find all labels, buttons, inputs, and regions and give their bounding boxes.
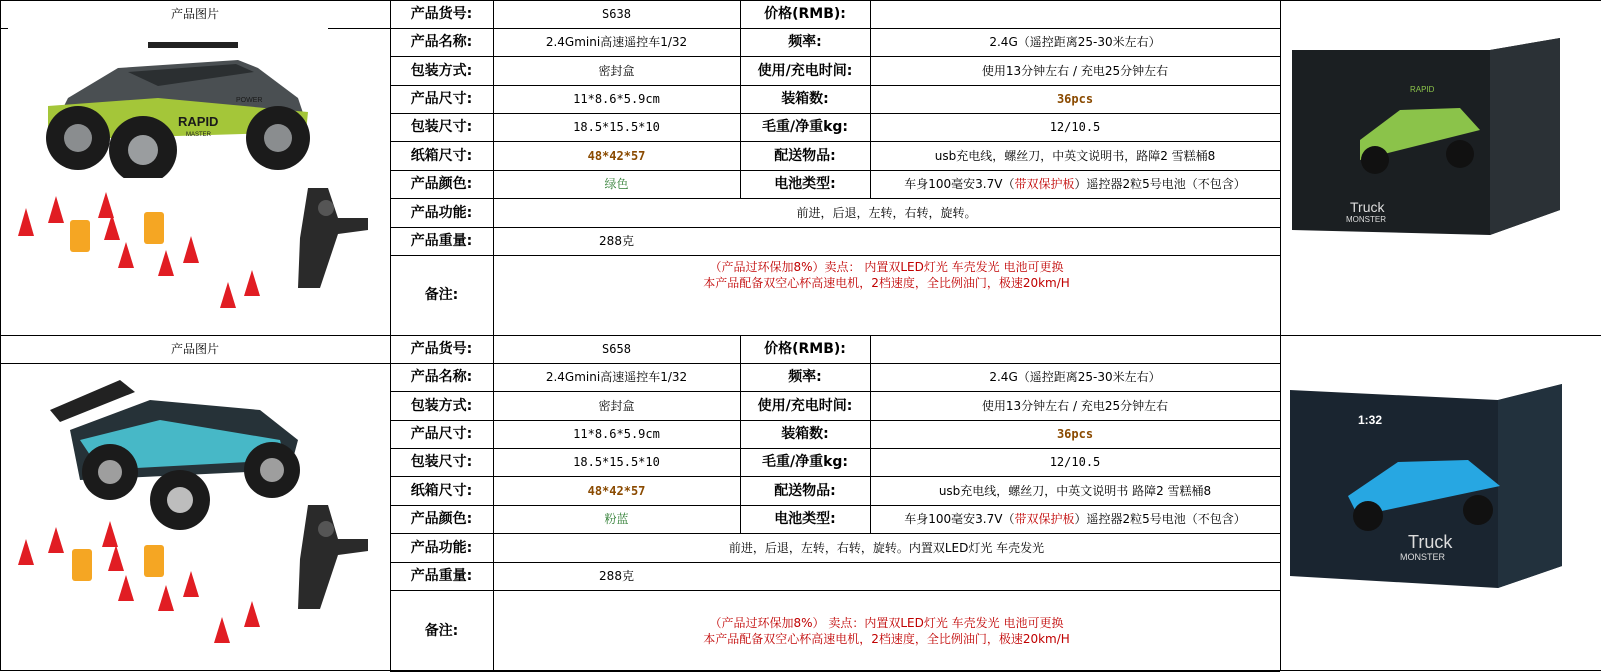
label-weight_gross_net: 毛重/净重kg: bbox=[761, 119, 849, 135]
label-weight_gross_net: 毛重/净重kg: bbox=[761, 454, 849, 470]
value-product_size: 11*8.6*5.9cm bbox=[573, 427, 660, 441]
value-accessories: usb充电线，螺丝刀，中英文说明书，路障2 雪糕桶8 bbox=[934, 148, 1216, 163]
battery-text: 车身100毫安3.7V（ bbox=[904, 176, 1015, 191]
remarks-line-2: 本产品配备双空心杯高速电机，2档速度，全比例油门，极速20km/H bbox=[703, 276, 1070, 290]
value-sku: S658 bbox=[602, 342, 631, 356]
label-sku: 产品货号: bbox=[410, 6, 473, 22]
battery-protection-text: 带双保护板 bbox=[1014, 511, 1075, 526]
label-usage_time: 使用/充电时间: bbox=[757, 397, 853, 414]
value-battery bbox=[870, 170, 1280, 198]
value-name: 2.4Gmini高速遥控车1/32 bbox=[545, 35, 688, 49]
value-weight_gross_net: 12/10.5 bbox=[1049, 455, 1101, 469]
value-carton_size: 48*42*57 bbox=[587, 148, 646, 163]
product-image-header: 产品图片 bbox=[170, 7, 219, 21]
value-frequency: 2.4G（遥控距离25-30米左右） bbox=[989, 370, 1161, 384]
label-accessories: 配送物品: bbox=[774, 147, 836, 164]
value-carton_size: 48*42*57 bbox=[587, 483, 646, 498]
label-carton_size: 纸箱尺寸: bbox=[410, 482, 473, 499]
product-1-accessories-image bbox=[8, 178, 378, 326]
label-packaging: 包装方式: bbox=[410, 397, 473, 414]
value-packaging: 密封盒 bbox=[598, 398, 635, 413]
value-accessories: usb充电线，螺丝刀，中英文说明书 路障2 雪糕桶8 bbox=[938, 483, 1212, 498]
label-functions: 产品功能: bbox=[410, 539, 473, 556]
product-1-car-logo-sub: MASTER bbox=[186, 132, 212, 138]
value-color: 粉蓝 bbox=[604, 512, 629, 526]
value-carton_qty: 36pcs bbox=[1056, 92, 1094, 106]
label-carton_size: 纸箱尺寸: bbox=[410, 147, 473, 164]
battery-remote-text: ）遥控器2粒5号电池（不包含） bbox=[1074, 511, 1246, 526]
label-battery: 电池类型: bbox=[774, 511, 836, 527]
label-functions: 产品功能: bbox=[410, 204, 473, 221]
label-color: 产品颜色: bbox=[410, 511, 473, 527]
grid-line bbox=[0, 335, 1, 671]
label-carton_qty: 装箱数: bbox=[781, 426, 829, 442]
label-sku: 产品货号: bbox=[410, 341, 473, 357]
value-carton_qty: 36pcs bbox=[1056, 427, 1094, 441]
value-product_size: 11*8.6*5.9cm bbox=[573, 92, 660, 106]
remarks-line-2: 本产品配备双空心杯高速电机，2档速度，全比例油门，极速20km/H bbox=[703, 631, 1070, 646]
product-2-box-top-text: 1:32 bbox=[1358, 413, 1383, 427]
value-battery bbox=[870, 505, 1280, 533]
value-package_size: 18.5*15.5*10 bbox=[573, 455, 660, 469]
product-image-header: 产品图片 bbox=[170, 342, 219, 356]
value-package_size: 18.5*15.5*10 bbox=[573, 120, 660, 134]
label-carton_qty: 装箱数: bbox=[781, 91, 829, 107]
value-product-weight: 288克 bbox=[599, 569, 634, 583]
label-accessories: 配送物品: bbox=[774, 482, 836, 499]
grid-line bbox=[1280, 335, 1281, 671]
product-2-box-image bbox=[1288, 376, 1578, 596]
label-product_size: 产品尺寸: bbox=[410, 91, 473, 107]
product-1-box-image bbox=[1290, 30, 1580, 240]
product-2-box-subtitle: MONSTER bbox=[1400, 552, 1445, 562]
label-usage_time: 使用/充电时间: bbox=[757, 62, 853, 79]
grid-line bbox=[1280, 335, 1601, 336]
label-product_size: 产品尺寸: bbox=[410, 426, 473, 442]
grid-line bbox=[1280, 0, 1601, 1]
product-1-box-brand: Truck bbox=[1350, 199, 1385, 215]
value-weight_gross_net: 12/10.5 bbox=[1049, 120, 1101, 134]
battery-remote-text: ）遥控器2粒5号电池（不包含） bbox=[1074, 176, 1246, 191]
value-remarks bbox=[493, 590, 1280, 671]
label-battery: 电池类型: bbox=[774, 176, 836, 192]
label-frequency: 频率: bbox=[788, 369, 822, 385]
label-product-weight: 产品重量: bbox=[410, 233, 473, 249]
value-usage_time: 使用13分钟左右 / 充电25分钟左右 bbox=[981, 63, 1169, 78]
product-1-box-subtitle: MONSTER bbox=[1346, 215, 1386, 224]
value-price bbox=[870, 0, 1280, 28]
value-color: 绿色 bbox=[604, 177, 629, 191]
value-packaging: 密封盒 bbox=[598, 63, 635, 78]
product-1-car-image bbox=[8, 28, 328, 178]
grid-line bbox=[0, 363, 390, 364]
value-price bbox=[870, 335, 1280, 363]
grid-line bbox=[0, 0, 1, 335]
label-packaging: 包装方式: bbox=[410, 62, 473, 79]
label-product-weight: 产品重量: bbox=[410, 568, 473, 584]
label-price: 价格(RMB): bbox=[764, 341, 846, 357]
value-usage_time: 使用13分钟左右 / 充电25分钟左右 bbox=[981, 398, 1169, 413]
remarks-line-1: （产品过环保加8%）卖点： 内置双LED灯光 车壳发光 电池可更换 bbox=[709, 260, 1064, 274]
product-2-accessories-image bbox=[8, 505, 378, 665]
product-1-box-top-text: RAPID bbox=[1410, 85, 1435, 94]
remarks-line-1: （产品过环保加8%） 卖点：内置双LED灯光 车壳发光 电池可更换 bbox=[709, 615, 1064, 630]
value-frequency: 2.4G（遥控距离25-30米左右） bbox=[989, 35, 1161, 49]
product-1-car-tag: POWER bbox=[236, 97, 263, 104]
value-product-weight: 288克 bbox=[599, 234, 634, 248]
label-frequency: 频率: bbox=[788, 34, 822, 50]
battery-text: 车身100毫安3.7V（ bbox=[904, 511, 1015, 526]
value-functions: 前进，后退，左转，右转，旋转。内置双LED灯光 车壳发光 bbox=[728, 540, 1045, 555]
value-name: 2.4Gmini高速遥控车1/32 bbox=[545, 370, 688, 384]
label-remarks: 备注: bbox=[424, 622, 459, 639]
label-name: 产品名称: bbox=[410, 34, 473, 50]
grid-line bbox=[1280, 0, 1281, 335]
label-package_size: 包装尺寸: bbox=[410, 454, 473, 470]
product-1-car-logo: RAPID bbox=[178, 114, 219, 129]
label-remarks: 备注: bbox=[424, 287, 459, 303]
value-remarks bbox=[493, 255, 1280, 335]
label-price: 价格(RMB): bbox=[764, 6, 846, 22]
label-package_size: 包装尺寸: bbox=[410, 119, 473, 135]
battery-protection-text: 带双保护板 bbox=[1014, 176, 1075, 191]
value-sku: S638 bbox=[602, 7, 631, 21]
label-color: 产品颜色: bbox=[410, 176, 473, 192]
product-2-box-brand: Truck bbox=[1408, 532, 1453, 552]
value-functions: 前进，后退，左转，右转，旋转。 bbox=[796, 205, 977, 220]
label-name: 产品名称: bbox=[410, 369, 473, 385]
